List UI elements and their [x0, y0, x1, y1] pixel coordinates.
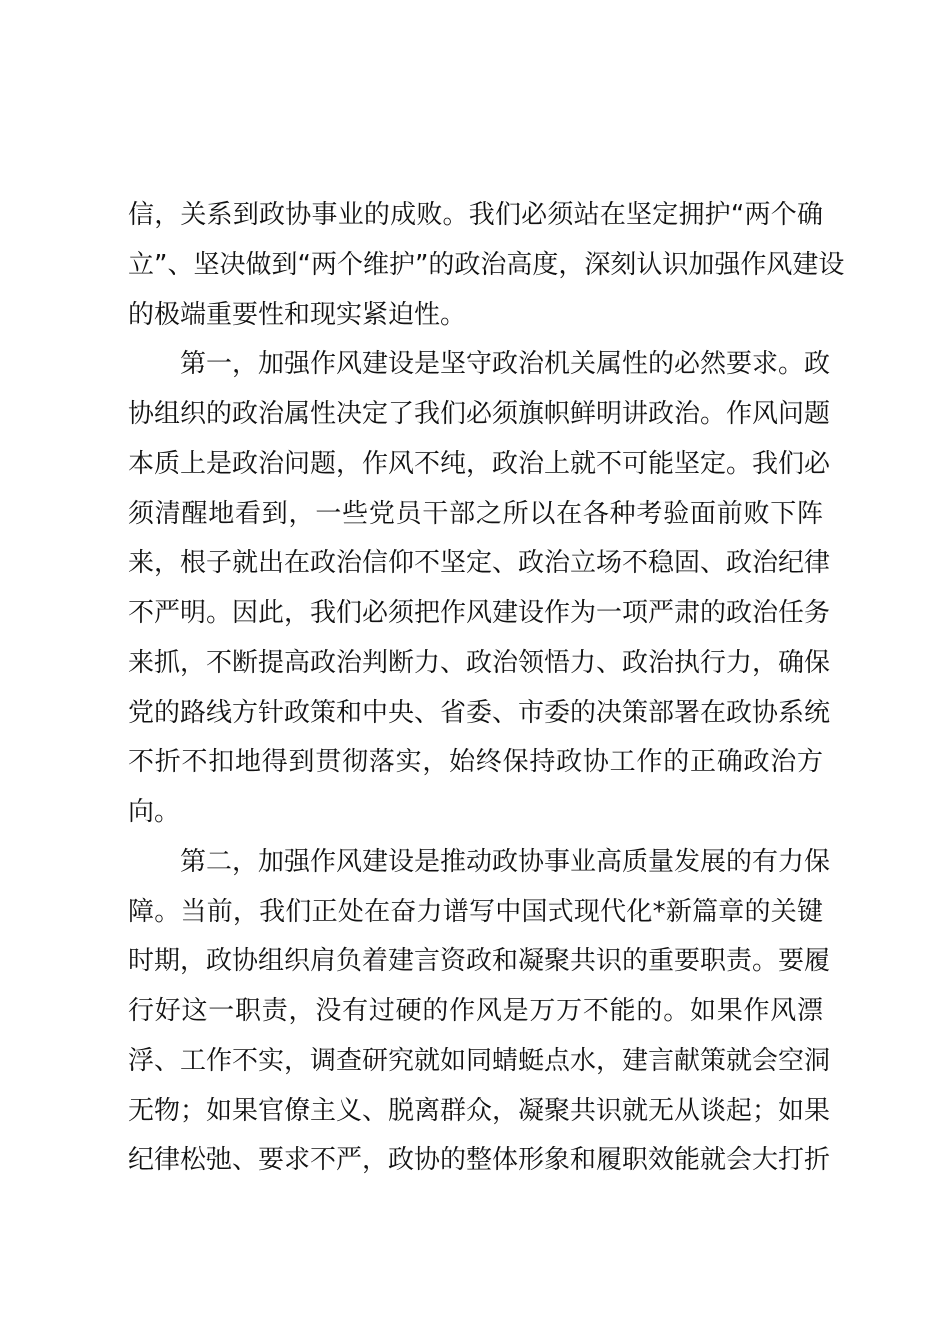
- paragraph-1-line: 的极端重要性和现实紧迫性。: [128, 299, 467, 330]
- paragraph-2-line: 向。: [128, 797, 181, 827]
- paragraph-3-line: 无物；如果官僚主义、脱离群众，凝聚共识就无从谈起；如果: [128, 1095, 831, 1126]
- paragraph-3-line: 浮、工作不实，调查研究就如同蜻蜓点水，建言献策就会空洞: [128, 1045, 831, 1076]
- paragraph-2-line: 第一，加强作风建设是坚守政治机关属性的必然要求。政: [180, 349, 831, 380]
- paragraph-3-line: 时期，政协组织肩负着建言资政和凝聚共识的重要职责。要履: [128, 946, 831, 977]
- paragraph-1-line: 信，关系到政协事业的成败。我们必须站在坚定拥护“两个确: [128, 200, 823, 230]
- paragraph-2-line: 来，根子就出在政治信仰不坚定、政治立场不稳固、政治纪律: [128, 548, 831, 579]
- paragraph-3-line: 行好这一职责，没有过硬的作风是万万不能的。如果作风漂: [128, 996, 823, 1026]
- paragraph-2-line: 来抓，不断提高政治判断力、政治领悟力、政治执行力，确保: [128, 647, 831, 678]
- paragraph-1-line: 立”、坚决做到“两个维护”的政治高度，深刻认识加强作风建设: [128, 249, 845, 280]
- paragraph-2-line: 党的路线方针政策和中央、省委、市委的决策部署在政协系统: [128, 697, 831, 728]
- paragraph-3-line: 第二，加强作风建设是推动政协事业高质量发展的有力保: [180, 846, 831, 877]
- paragraph-2-line: 协组织的政治属性决定了我们必须旗帜鲜明讲政治。作风问题: [128, 399, 831, 429]
- paragraph-3-line: 纪律松弛、要求不严，政协的整体形象和履职效能就会大打折: [128, 1145, 831, 1176]
- paragraph-2-line: 本质上是政治问题，作风不纯，政治上就不可能坚定。我们必: [128, 448, 831, 479]
- paragraph-2-line: 不折不扣地得到贯彻落实，始终保持政协工作的正确政治方: [128, 747, 823, 778]
- paragraph-2-line: 须清醒地看到，一些党员干部之所以在各种考验面前败下阵: [128, 498, 823, 529]
- paragraph-3-line: 障。当前，我们正处在奋力谱写中国式现代化*新篇章的关键: [128, 896, 823, 927]
- paragraph-2-line: 不严明。因此，我们必须把作风建设作为一项严肃的政治任务: [128, 598, 831, 628]
